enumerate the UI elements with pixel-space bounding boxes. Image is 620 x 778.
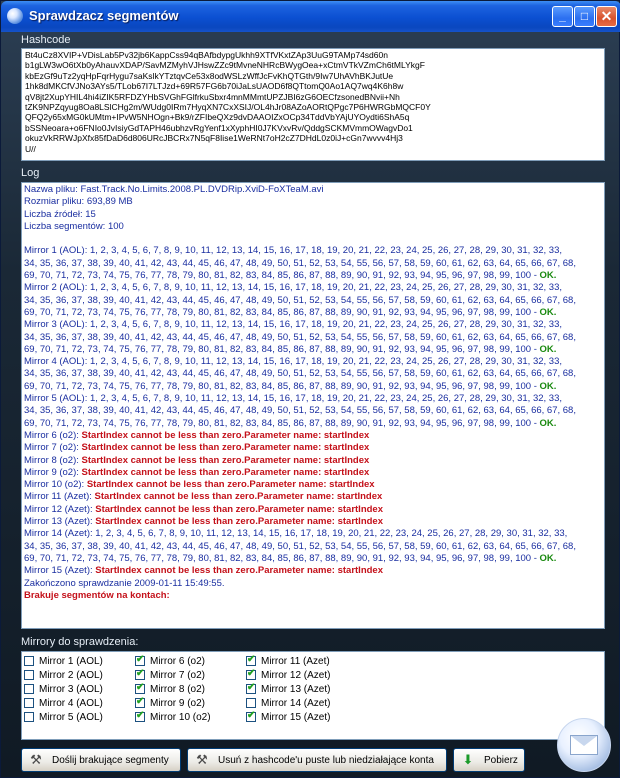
hashcode-label: Hashcode <box>21 34 71 46</box>
log-mirror-name: Mirror 14 (Azet): <box>24 528 93 540</box>
log-ok-status: OK. <box>539 380 557 392</box>
log-mirror-line <box>24 467 602 479</box>
log-segments: 69, 70, 71, 72, 73, 74, 75, 76, 77, 78, 79, 80, 81, 82, 83, 84, 85, 86, 87, 88, 89, 90, 91, 92, 93, 94, 95, 96, 97, 98, 99, 100 - <box>24 552 540 564</box>
mirror-checkbox-11[interactable] <box>246 654 330 668</box>
log-info-line: Liczba segmentów: 100 <box>24 220 124 232</box>
log-error-status: StartIndex cannot be less than zero.Parameter name: startIndex <box>84 479 375 491</box>
log-segments: 1, 2, 3, 4, 5, 6, 7, 8, 9, 10, 11, 12, 13, 14, 15, 16, 17, 18, 19, 20, 21, 22, 23, 24, 25, 26, 27, 28, 29, 30, 31, 32, 33, <box>87 319 562 331</box>
log-segments: 69, 70, 71, 72, 73, 74, 75, 76, 77, 78, 79, 80, 81, 82, 83, 84, 85, 86, 87, 88, 89, 90, 91, 92, 93, 94, 95, 96, 97, 98, 99, 100 - <box>24 270 540 282</box>
checkbox-box[interactable] <box>135 684 145 694</box>
log-error-status: StartIndex cannot be less than zero.Parameter name: startIndex <box>78 466 370 478</box>
log-ok-status: OK. <box>539 417 557 429</box>
send-missing-button[interactable] <box>21 748 181 772</box>
checkbox-box[interactable] <box>24 656 34 666</box>
mirror-checkbox-7[interactable] <box>135 668 211 682</box>
log-spacer <box>24 233 602 245</box>
log-mirror-line <box>24 319 602 331</box>
mirror-checkbox-1[interactable] <box>24 654 103 668</box>
log-mirror-line <box>24 245 602 257</box>
mirror-checkbox-14[interactable] <box>246 696 330 710</box>
log-mirror-name: Mirror 2 (AOL): <box>24 282 88 294</box>
checkbox-label: Mirror 7 (o2) <box>150 669 206 681</box>
hashcode-line: okuzVkRRWJpXfx85fDaD6d806URcJBCRx7N5qF8Iise1WeRNt7oH2cZ7DHdL0z0iJ+cGn7wvvv4Hj3 <box>25 133 403 144</box>
checkbox-label: Mirror 14 (Azet) <box>261 697 331 709</box>
maximize-button[interactable]: □ <box>574 6 595 27</box>
hashcode-line: b1gLW3wO6tXb0yAhauvXDAP/SavMZMyhVJHswZZc9tMvneNHRcBWygOea+xCtmVTkVZmCh6tMLYkgF <box>25 60 425 71</box>
mirror-checkbox-13[interactable] <box>246 682 330 696</box>
checkbox-label: Mirror 6 (o2) <box>150 655 206 667</box>
log-mirror-name: Mirror 5 (AOL): <box>24 393 88 405</box>
log-error-status: StartIndex cannot be less than zero.Parameter name: startIndex <box>92 503 383 515</box>
log-segments-line <box>24 381 602 393</box>
log-segments: 69, 70, 71, 72, 73, 74, 75, 76, 77, 78, 79, 80, 81, 82, 83, 84, 85, 86, 87, 88, 89, 90, 91, 92, 93, 94, 95, 96, 97, 98, 99, 100 - <box>24 306 540 318</box>
log-segments: 69, 70, 71, 72, 73, 74, 75, 76, 77, 78, 79, 80, 81, 82, 83, 84, 85, 86, 87, 88, 89, 90, 91, 92, 93, 94, 95, 96, 97, 98, 99, 100 - <box>24 417 540 429</box>
log-mirror-line <box>24 528 602 540</box>
mirror-checkbox-10[interactable] <box>135 710 211 724</box>
hashcode-line: bSSNeoara+o6FNIo0JvIsiyGdTAPH46ubhzvRgYenf1xXyphHI0J7KVxvRv/QddgSCKMVmmOWagvDo1 <box>25 122 413 133</box>
hashcode-line: qV8jt2XupYHIL4hi4iZIK5RFDZYHbSVGhFGlfrkuSbxr4mnMMmtUPZJBI6zG6OECfzsonedBNvii+Nh <box>25 91 400 102</box>
checkbox-label: Mirror 15 (Azet) <box>261 711 331 723</box>
log-error-status: StartIndex cannot be less than zero.Parameter name: startIndex <box>78 442 370 454</box>
log-mirror-name: Mirror 9 (o2): <box>24 466 79 478</box>
mail-icon[interactable] <box>557 718 611 772</box>
checkbox-box[interactable] <box>246 656 256 666</box>
download-arrow-icon: ⬇ <box>462 752 474 767</box>
checkbox-box[interactable] <box>135 670 145 680</box>
checkbox-box[interactable] <box>246 712 256 722</box>
log-mirror-line <box>24 442 602 454</box>
app-icon <box>7 8 23 24</box>
mirror-checkbox-3[interactable] <box>24 682 103 696</box>
checkbox-label: Mirror 2 (AOL) <box>39 669 103 681</box>
log-mirror-name: Mirror 13 (Azet): <box>24 516 93 528</box>
log-segments-line <box>24 307 602 319</box>
log-segments-line: 34, 35, 36, 37, 38, 39, 40, 41, 42, 43, 44, 45, 46, 47, 48, 49, 50, 51, 52, 53, 54, 55, 56, 57, 58, 59, 60, 61, 62, 63, 64, 65, 66, 67, 68, <box>24 257 576 269</box>
log-ok-status: OK. <box>539 552 557 564</box>
log-mirror-name: Mirror 7 (o2): <box>24 442 79 454</box>
mirror-checkbox-6[interactable] <box>135 654 211 668</box>
checkbox-label: Mirror 4 (AOL) <box>39 697 103 709</box>
log-error-status: StartIndex cannot be less than zero.Parameter name: startIndex <box>92 516 383 528</box>
log-error-status: StartIndex cannot be less than zero.Parameter name: startIndex <box>78 429 370 441</box>
checkbox-label: Mirror 9 (o2) <box>150 697 206 709</box>
log-segments: 1, 2, 3, 4, 5, 6, 7, 8, 9, 10, 11, 12, 13, 14, 15, 16, 17, 18, 19, 20, 21, 22, 23, 24, 25, 26, 27, 28, 29, 30, 31, 32, 33, <box>87 356 562 368</box>
log-info-line: Nazwa pliku: Fast.Track.No.Limits.2008.PL.DVDRip.XviD-FoXTeaM.avi <box>24 184 324 195</box>
log-mirror-line <box>24 356 602 368</box>
mirrors-check-label: Mirrory do sprawdzenia: <box>21 636 139 648</box>
log-info-line: Rozmiar pliku: 693,89 MB <box>24 196 133 208</box>
log-segments-line: 34, 35, 36, 37, 38, 39, 40, 41, 42, 43, 44, 45, 46, 47, 48, 49, 50, 51, 52, 53, 54, 55, 56, 57, 58, 59, 60, 61, 62, 63, 64, 65, 66, 67, 68, <box>24 368 576 380</box>
log-error-status: StartIndex cannot be less than zero.Parameter name: startIndex <box>92 565 383 577</box>
checkbox-box[interactable] <box>24 684 34 694</box>
log-mirror-name: Mirror 10 (o2): <box>24 479 85 491</box>
log-ok-status: OK. <box>539 270 557 282</box>
hashcode-textarea[interactable] <box>21 48 605 161</box>
tools-icon: ⚒ <box>196 752 208 767</box>
remove-empty-label: Usuń z hashcode'u puste lub niedziałające konta <box>218 754 434 766</box>
log-segments: 1, 2, 3, 4, 5, 6, 7, 8, 9, 10, 11, 12, 13, 14, 15, 16, 17, 18, 19, 20, 21, 22, 23, 24, 25, 26, 27, 28, 29, 30, 31, 32, 33, <box>87 282 562 294</box>
mirror-checkbox-5[interactable] <box>24 710 103 724</box>
hashcode-line: U// <box>25 143 36 154</box>
mirrors-checklist <box>21 651 605 740</box>
log-mirror-line <box>24 504 602 516</box>
title-bar[interactable] <box>1 1 620 32</box>
log-segments-line <box>24 344 602 356</box>
checkbox-label: Mirror 5 (AOL) <box>39 711 103 723</box>
log-mirror-line <box>24 516 602 528</box>
log-label: Log <box>21 167 40 179</box>
checkbox-label: Mirror 13 (Azet) <box>261 683 331 695</box>
log-segments-line <box>24 553 602 565</box>
log-output[interactable] <box>21 182 605 629</box>
log-mirror-line <box>24 565 602 577</box>
log-segments: 1, 2, 3, 4, 5, 6, 7, 8, 9, 10, 11, 12, 13, 14, 15, 16, 17, 18, 19, 20, 21, 22, 23, 24, 25, 26, 27, 28, 29, 30, 31, 32, 33, <box>87 245 562 257</box>
mirror-checkbox-2[interactable] <box>24 668 103 682</box>
log-segments: 1, 2, 3, 4, 5, 6, 7, 8, 9, 10, 11, 12, 13, 14, 15, 16, 17, 18, 19, 20, 21, 22, 23, 24, 25, 26, 27, 28, 29, 30, 31, 32, 33, <box>87 393 562 405</box>
close-button[interactable]: ✕ <box>596 6 617 27</box>
mirror-checkbox-4[interactable] <box>24 696 103 710</box>
log-ok-status: OK. <box>539 306 557 318</box>
log-mirror-name: Mirror 4 (AOL): <box>24 356 88 368</box>
log-finished: Zakończono sprawdzanie 2009-01-11 15:49:55. <box>24 577 225 589</box>
log-error-status: StartIndex cannot be less than zero.Parameter name: startIndex <box>91 491 383 503</box>
remove-empty-button[interactable] <box>187 748 447 772</box>
checkbox-box[interactable] <box>24 712 34 722</box>
checkbox-box[interactable] <box>135 712 145 722</box>
checkbox-label: Mirror 1 (AOL) <box>39 655 103 667</box>
checkbox-label: Mirror 11 (Azet) <box>261 655 330 667</box>
checkbox-label: Mirror 8 (o2) <box>150 683 206 695</box>
log-mirror-name: Mirror 3 (AOL): <box>24 319 88 331</box>
log-mirror-name: Mirror 15 (Azet): <box>24 565 93 577</box>
log-segments-line <box>24 418 602 430</box>
checkbox-box[interactable] <box>246 670 256 680</box>
log-mirror-name: Mirror 8 (o2): <box>24 454 79 466</box>
mirror-checkbox-9[interactable] <box>135 696 211 710</box>
log-mirror-name: Mirror 6 (o2): <box>24 429 79 441</box>
log-mirror-line <box>24 479 602 491</box>
hashcode-line: 1hk8dMKCfVJNo3AYs5/TLob67I7LTJzd+69R57FG6b70iJaLsUAOD6f8QTtomQ0Ao1AQ7wq4K6h8w <box>25 81 404 92</box>
log-info-line: Liczba źródeł: 15 <box>24 208 96 220</box>
log-mirror-line <box>24 282 602 294</box>
log-segments-line: 34, 35, 36, 37, 38, 39, 40, 41, 42, 43, 44, 45, 46, 47, 48, 49, 50, 51, 52, 53, 54, 55, 56, 57, 58, 59, 60, 61, 62, 63, 64, 65, 66, 67, 68, <box>24 405 576 417</box>
log-missing: Brakuje segmentów na kontach: <box>24 589 170 601</box>
log-mirror-name: Mirror 11 (Azet): <box>24 491 92 503</box>
send-missing-label: Doślij brakujące segmenty <box>52 754 169 766</box>
checkbox-box[interactable] <box>24 698 34 708</box>
checkbox-box[interactable] <box>246 684 256 694</box>
log-mirror-name: Mirror 12 (Azet): <box>24 503 93 515</box>
download-button[interactable] <box>453 748 525 772</box>
tools-icon: ⚒ <box>30 752 42 767</box>
log-segments-line: 34, 35, 36, 37, 38, 39, 40, 41, 42, 43, 44, 45, 46, 47, 48, 49, 50, 51, 52, 53, 54, 55, 56, 57, 58, 59, 60, 61, 62, 63, 64, 65, 66, 67, 68, <box>24 540 576 552</box>
log-mirror-line <box>24 455 602 467</box>
envelope-shape <box>570 735 598 755</box>
checkbox-box[interactable] <box>135 698 145 708</box>
log-segments: 69, 70, 71, 72, 73, 74, 75, 76, 77, 78, 79, 80, 81, 82, 83, 84, 85, 86, 87, 88, 89, 90, 91, 92, 93, 94, 95, 96, 97, 98, 99, 100 - <box>24 380 540 392</box>
checkbox-box[interactable] <box>24 670 34 680</box>
hashcode-line: Bt4uCz8XVIP+VDisLab5Pv32jb6KappCss94qBAfbdypgUkhh9XTfVKxtZAp3UuG9TAMp74sd60n <box>25 50 388 60</box>
log-segments-line <box>24 270 602 282</box>
log-mirror-line <box>24 491 602 503</box>
log-error-status: StartIndex cannot be less than zero.Parameter name: startIndex <box>78 454 370 466</box>
checkbox-label: Mirror 12 (Azet) <box>261 669 331 681</box>
mirror-checkbox-12[interactable] <box>246 668 330 682</box>
log-ok-status: OK. <box>539 343 557 355</box>
log-mirror-line <box>24 430 602 442</box>
window-title: Sprawdzacz segmentów <box>29 8 179 23</box>
log-segments: 1, 2, 3, 4, 5, 6, 7, 8, 9, 10, 11, 12, 13, 14, 15, 16, 17, 18, 19, 20, 21, 22, 23, 24, 25, 26, 27, 28, 29, 30, 31, 32, 33, <box>92 528 568 540</box>
mirror-checkbox-8[interactable] <box>135 682 211 696</box>
mirror-checkbox-15[interactable] <box>246 710 330 724</box>
log-mirror-line <box>24 393 602 405</box>
log-segments-line: 34, 35, 36, 37, 38, 39, 40, 41, 42, 43, 44, 45, 46, 47, 48, 49, 50, 51, 52, 53, 54, 55, 56, 57, 58, 59, 60, 61, 62, 63, 64, 65, 66, 67, 68, <box>24 331 576 343</box>
hashcode-line: QFQ2y65xMG0kUMtm+IPvW5NHOgn+Bk9/rZFIbeQXz9dvDAAOIZxOCp34TddVbYAjUYOydti6ShA5q <box>25 112 410 123</box>
checkbox-label: Mirror 10 (o2) <box>150 711 211 723</box>
hashcode-line: kbEzGf9uTz2yqHpFqrHygu7saKslkYTztqvCe53x8odWSLzWffJcFvKhQTGth/9Iw7UhAVhBKJutUe <box>25 70 394 81</box>
log-segments: 69, 70, 71, 72, 73, 74, 75, 76, 77, 78, 79, 80, 81, 82, 83, 84, 85, 86, 87, 88, 89, 90, 91, 92, 93, 94, 95, 96, 97, 98, 99, 100 - <box>24 343 540 355</box>
log-mirror-name: Mirror 1 (AOL): <box>24 245 88 257</box>
log-segments-line: 34, 35, 36, 37, 38, 39, 40, 41, 42, 43, 44, 45, 46, 47, 48, 49, 50, 51, 52, 53, 54, 55, 56, 57, 58, 59, 60, 61, 62, 63, 64, 65, 66, 67, 68, <box>24 294 576 306</box>
checkbox-box[interactable] <box>135 656 145 666</box>
hashcode-line: tZK9NPZqyug8Oa8LSlCHg2m/WUdg0IRm7HyqXN7CxXSIJ/OL4hJr08AZoAORtQPgc7P6HWRGbMQCF0Y <box>25 102 431 113</box>
checkbox-box[interactable] <box>246 698 256 708</box>
minimize-button[interactable]: _ <box>552 6 573 27</box>
checkbox-label: Mirror 3 (AOL) <box>39 683 103 695</box>
download-label: Pobierz <box>484 754 518 766</box>
